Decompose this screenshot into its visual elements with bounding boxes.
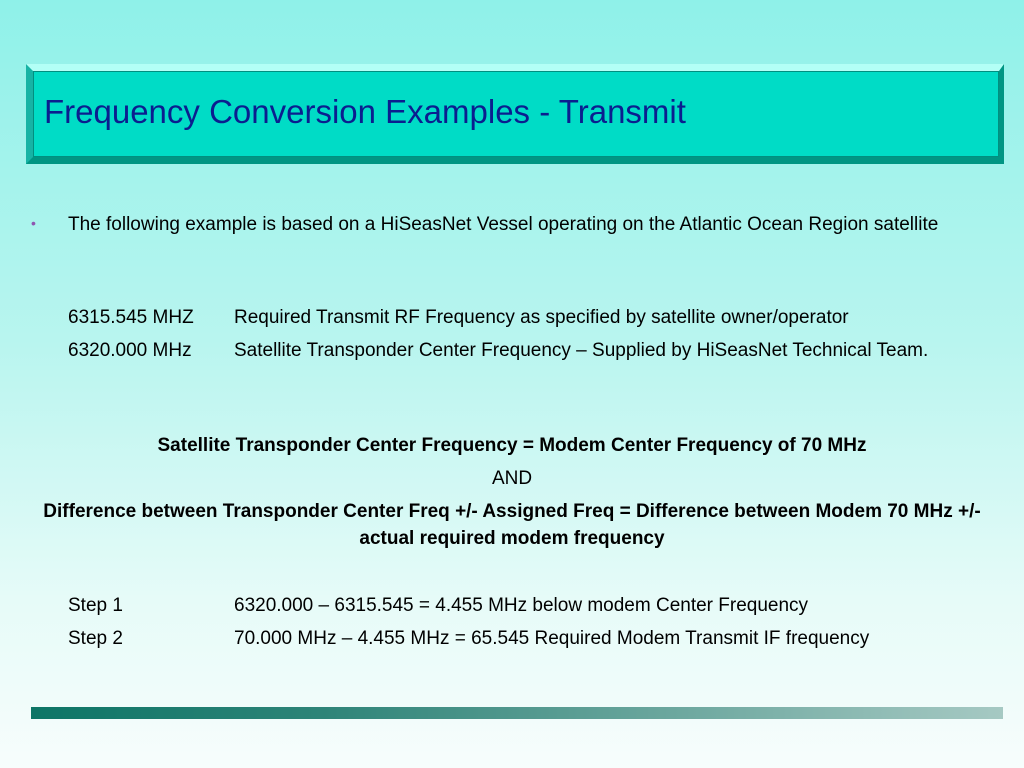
frequency-value: 6315.545 MHZ <box>68 307 194 328</box>
and-line: AND <box>491 468 533 489</box>
step-label: Step 2 <box>68 628 123 649</box>
step-text: 6320.000 – 6315.545 = 4.455 MHz below modem Center Frequency <box>234 595 809 616</box>
frequency-value: 6320.000 MHz <box>68 340 192 361</box>
intro-text: The following example is based on a HiSeasNet Vessel operating on the Atlantic Ocean Region satellite <box>68 214 939 235</box>
frequency-description: Required Transmit RF Frequency as specified by satellite owner/operator <box>234 307 849 328</box>
slide-title: Frequency Conversion Examples - Transmit <box>44 93 686 130</box>
step-text: 70.000 MHz – 4.455 MHz = 65.545 Required Modem Transmit IF frequency <box>234 628 870 649</box>
frequency-row-2 <box>68 337 929 364</box>
footer-gradient-bar <box>31 707 1003 719</box>
step-label: Step 1 <box>68 595 123 616</box>
rule-line-2: Difference between Transponder Center Freq +/- Assigned Freq = Difference between Modem 70 MHz +/- actual required modem frequency <box>43 501 981 549</box>
bullet-icon: • <box>31 215 36 231</box>
title-banner <box>26 64 1004 164</box>
frequency-description: Satellite Transponder Center Frequency – Supplied by HiSeasNet Technical Team. <box>234 340 929 361</box>
frequency-row-1 <box>68 304 849 331</box>
rule-line-1: Satellite Transponder Center Frequency = Modem Center Frequency of 70 MHz <box>157 435 867 456</box>
